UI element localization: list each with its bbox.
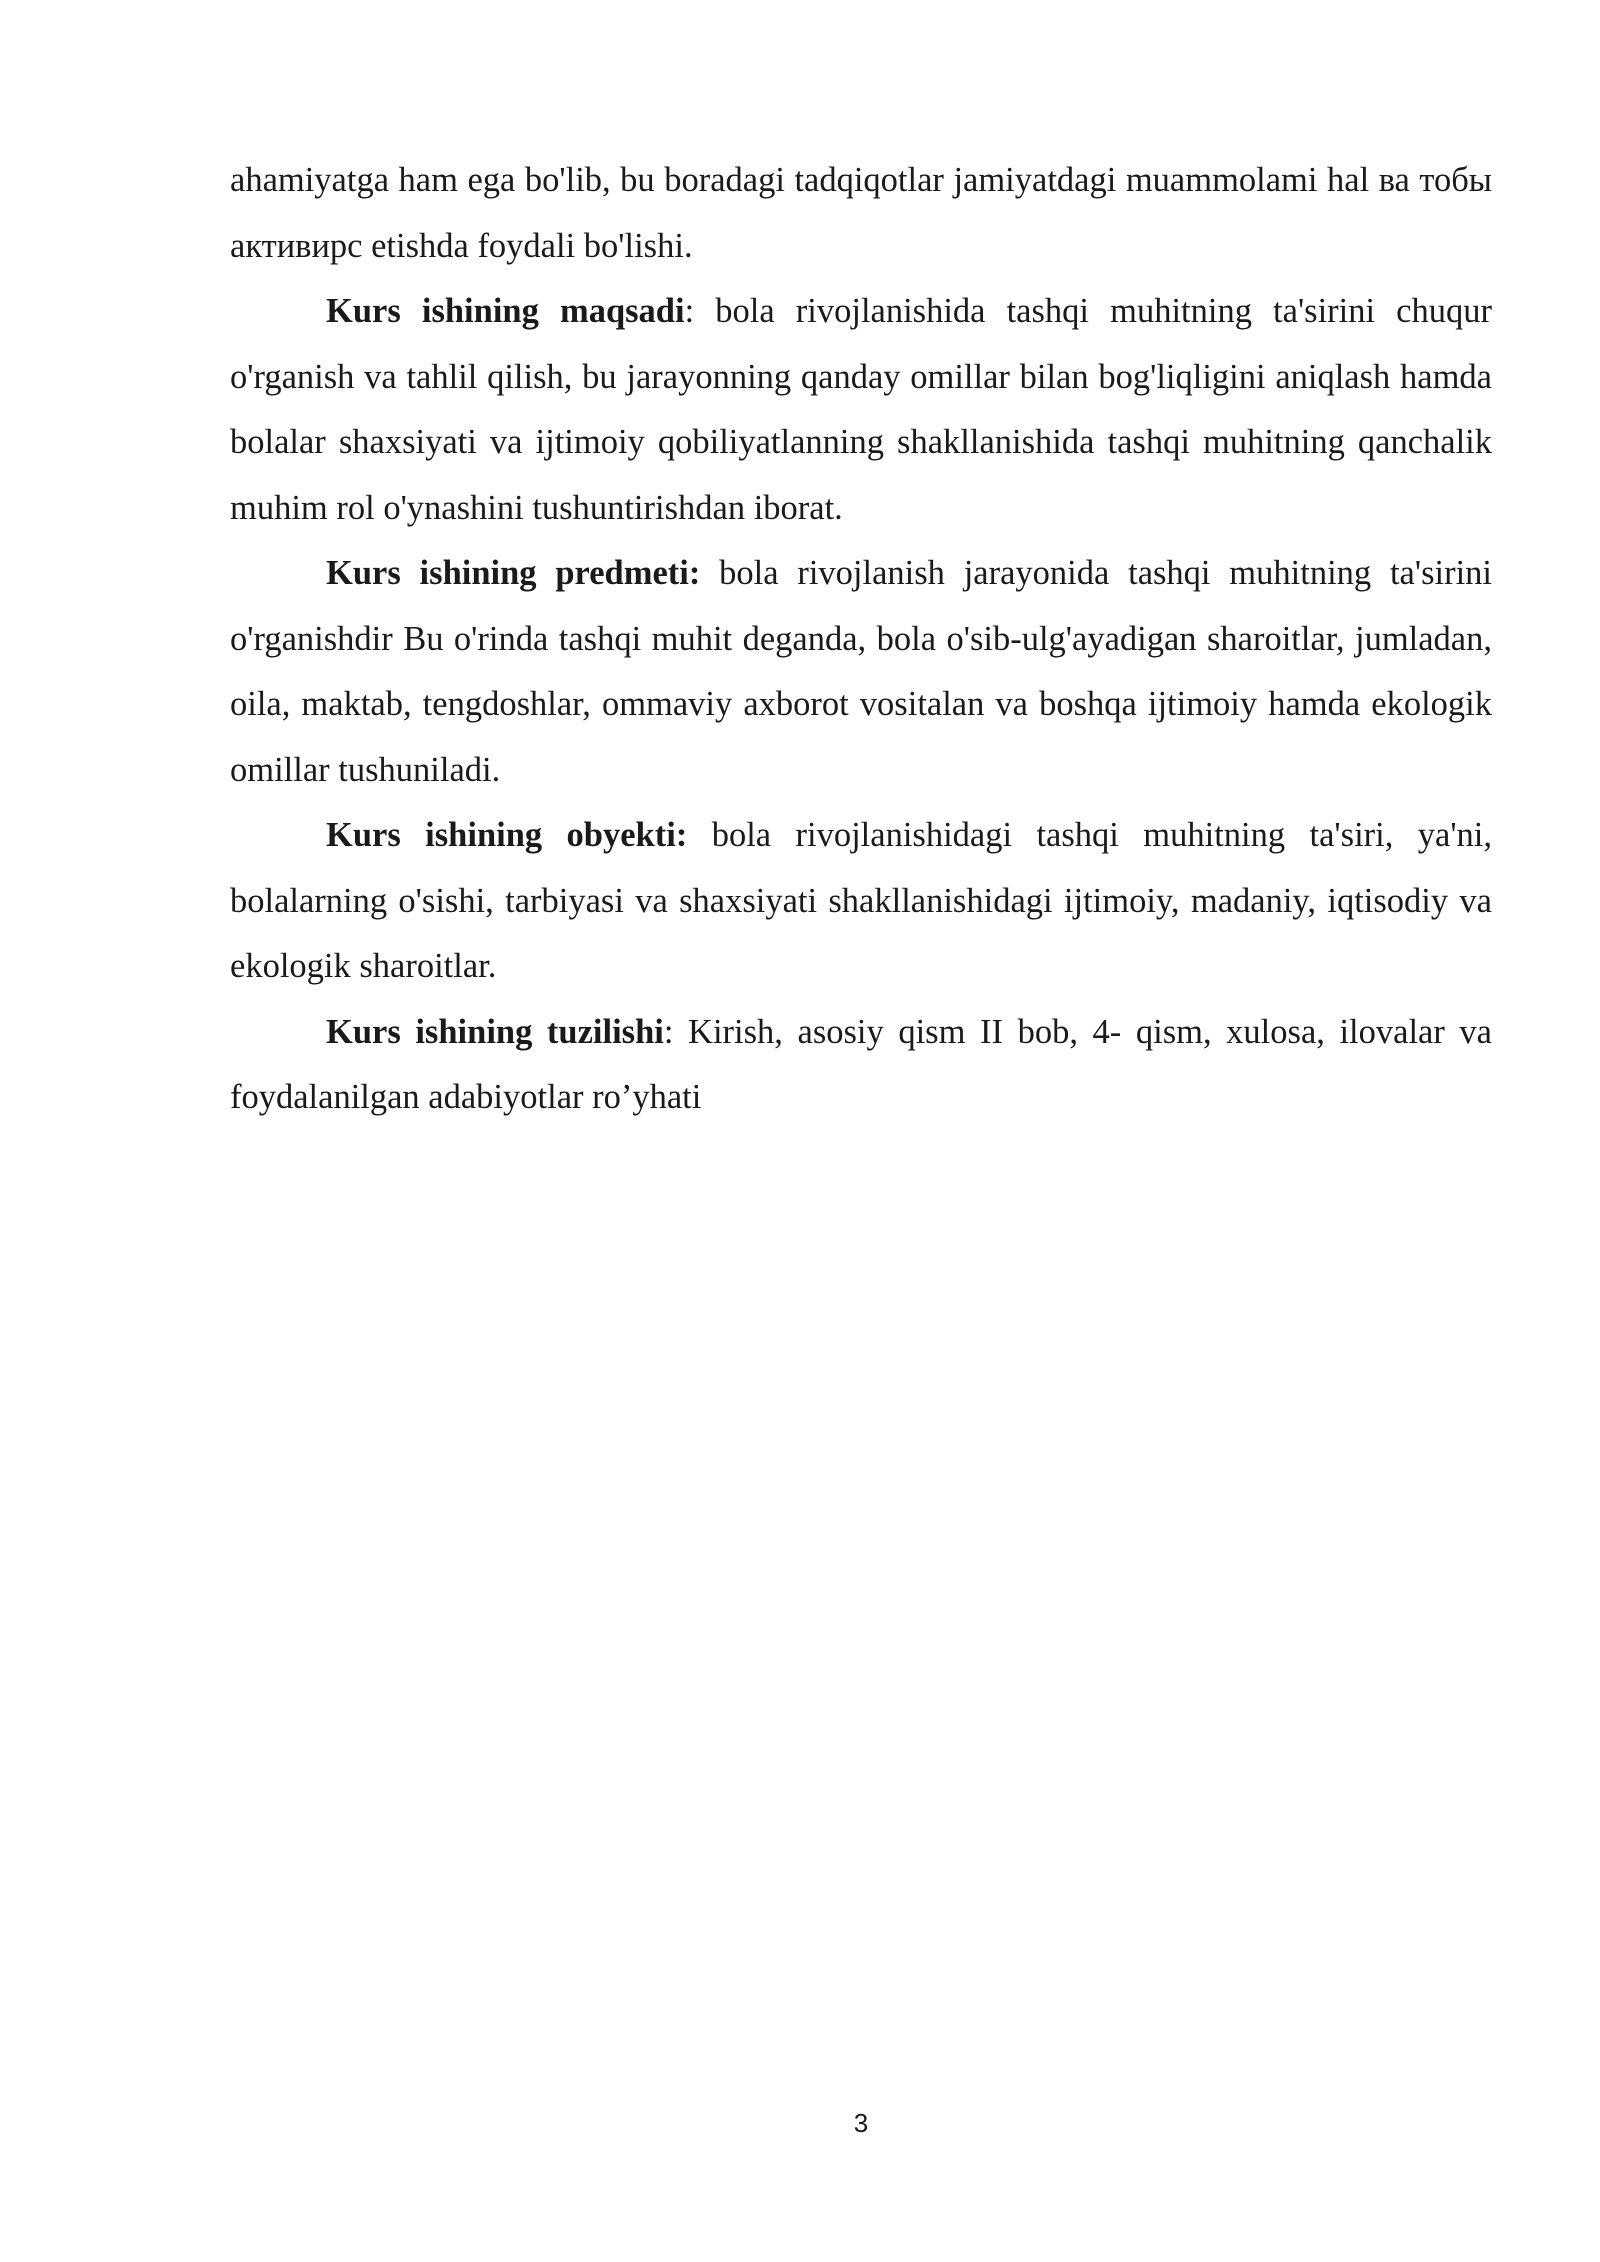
paragraph-text: : bola rivojlanishida tashqi muhitning ta'sirini chuqur o'rganish va tahlil qilish, bu jarayonning qanday omillar bilan bog'liqligini aniqlash hamda bolalar shaxsiyati va ijtimoiy qobiliyatlanning shakllanishida tashqi muhitning qanchalik muhim rol o'ynashini tushuntirishdan iborat.	[230, 292, 1492, 527]
paragraph-heading-subject: Kurs ishining predmeti:	[326, 554, 701, 592]
paragraph-heading-goal: Kurs ishining maqsadi	[326, 292, 685, 330]
paragraph-goal	[230, 279, 1492, 541]
paragraph-object	[230, 803, 1492, 1000]
paragraph-text: ahamiyatga ham ega bo'lib, bu boradagi tadqiqotlar jamiyatdagi muammolami hal ва тобы активирс etishda foydali bo'lishi.	[230, 161, 1492, 265]
paragraph-text: : Kirish, asosiy qism II bob, 4- qism, xulosa, ilovalar va foydalanilgan adabiyotlar ro’yhati	[230, 1012, 1492, 1116]
paragraph-intro-continuation	[230, 148, 1492, 279]
paragraph-structure	[230, 1000, 1492, 1131]
document-page	[230, 148, 1492, 1131]
paragraph-text: bola rivojlanishidagi tashqi muhitning ta'siri, ya'ni, bolalarning o'sishi, tarbiyasi va shaxsiyati shakllanishidagi ijtimoiy, madaniy, iqtisodiy va ekologik sharoitlar.	[230, 816, 1492, 985]
paragraph-subject	[230, 541, 1492, 803]
paragraph-heading-structure: Kurs ishining tuzilishi	[326, 1012, 664, 1051]
paragraph-text: bola rivojlanish jarayonida tashqi muhitning ta'sirini o'rganishdir Bu o'rinda tashqi muhit deganda, bola o'sib-ulg'ayadigan sharoitlar, jumladan, oila, maktab, tengdoshlar, ommaviy axborot vositalan va boshqa ijtimoiy hamda ekologik omillar tushuniladi.	[230, 554, 1492, 789]
page-number: 3	[853, 2108, 869, 2138]
paragraph-heading-object: Kurs ishining obyekti:	[326, 816, 688, 854]
